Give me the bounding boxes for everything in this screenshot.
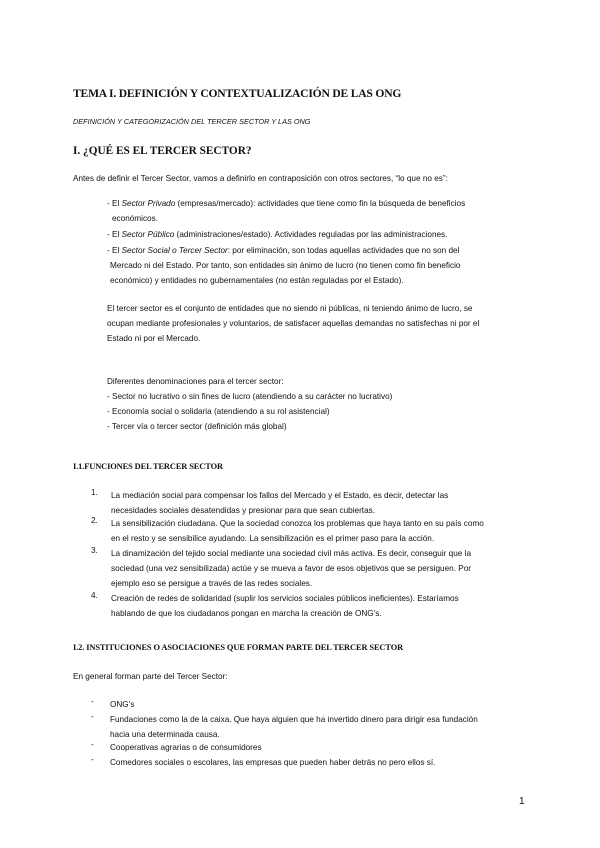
section-heading: I.2. INSTITUCIONES O ASOCIACIONES QUE FORMAN PARTE DEL TERCER SECTOR [73, 643, 404, 652]
text-line: El tercer sector es el conjunto de entidades que no siendo ni públicas, ni teniendo ánimo de lucro, se [107, 304, 473, 313]
list-dash: - [91, 712, 94, 721]
text-line: La mediación social para compensar los fallos del Mercado y el Estado, es decir, detectar las [111, 491, 449, 500]
item-text: económicos. [112, 214, 158, 223]
text-line: La dinamización del tejido social mediante una sociedad civil más activa. Es decir, conseguir que la [111, 549, 471, 558]
text-line: Estado ni por el Mercado. [107, 334, 201, 343]
item-text: económico) y entidades no gubernamentales (no están reguladas por el Estado). [110, 276, 404, 285]
list-item: - Sector no lucrativo o sin fines de lucro (atendiendo a su carácter no lucrativo) [107, 392, 393, 401]
list-item: - Tercer vía o tercer sector (definición más global) [107, 422, 287, 431]
list-item [110, 740, 530, 755]
item-text: (empresas/mercado): actividades que tiene como fin la búsqueda de beneficios [177, 199, 466, 208]
list-item [110, 712, 530, 742]
list-item [110, 697, 530, 712]
text-line: Creación de redes de solidaridad (suplir los servicios sociales públicos ineficientes). Estaríamos [111, 594, 459, 603]
text-line: en el resto y se sensibilice ayudando. La sensibilización es el primer paso para la acción. [111, 534, 435, 543]
text-line: ocupan mediante profesionales y voluntarios, de satisfacer aquellas demandas no satisfechas ni por el [107, 319, 480, 328]
item-text: (administraciones/estado). Actividades reguladas por las administraciones. [176, 230, 448, 239]
list-item [110, 755, 530, 770]
text-line: Comedores sociales o escolares, las empresas que pueden haber detrás no pero ellos sí. [110, 758, 436, 767]
list-number: 3. [91, 546, 98, 555]
text-line: ejemplo eso se persigue a través de las redes sociales. [111, 579, 313, 588]
list-dash: - [91, 697, 94, 706]
text-line: hablando de que los ciudadanos pongan en marcha la creación de ONG’s. [111, 609, 382, 618]
list-item [111, 591, 531, 621]
definition-paragraph [107, 301, 479, 346]
item-prefix: - El [107, 230, 122, 239]
list-item: - Economía social o solidaria (atendiendo a su rol asistencial) [107, 407, 330, 416]
sector-name: Sector Social o Tercer Sector [121, 246, 228, 255]
text-line: Cooperativas agrarias o de consumidores [110, 743, 262, 752]
page-number: 1 [519, 796, 525, 807]
document-subtitle: DEFINICIÓN Y CATEGORIZACIÓN DEL TERCER SECTOR Y LAS ONG [73, 117, 311, 126]
list-dash: - [91, 740, 94, 749]
item-prefix: - El [107, 246, 122, 255]
list-number: 2. [91, 516, 98, 525]
document-title: TEMA I. DEFINICIÓN Y CONTEXTUALIZACIÓN DE LAS ONG [73, 87, 402, 100]
text-line: necesidades sociales desatendidas y presionar para que sean cubiertas. [111, 506, 375, 515]
paragraph: Antes de definir el Tercer Sector, vamos a definirlo en contraposición con otros sectores, “lo que no es”: [73, 174, 448, 183]
sector-item [107, 196, 465, 226]
list-number: 4. [91, 591, 98, 600]
sector-item [107, 243, 460, 288]
item-text: : por eliminación, son todas aquellas actividades que no son del [227, 246, 460, 255]
sector-name: Sector Privado [121, 199, 176, 208]
sector-item [107, 227, 447, 242]
item-prefix: - El [107, 199, 122, 208]
section-heading: I. ¿QUÉ ES EL TERCER SECTOR? [73, 145, 252, 157]
paragraph: En general forman parte del Tercer Sector: [73, 672, 228, 681]
list-item [111, 488, 531, 518]
list-dash: - [91, 755, 94, 764]
denominations-block [107, 374, 392, 434]
section-heading: I.1.FUNCIONES DEL TERCER SECTOR [73, 462, 223, 471]
text-line: hacia una determinada causa. [110, 730, 220, 739]
text-line: La sensibilización ciudadana. Que la sociedad conozca los problemas que haya tanto en su país como [111, 519, 484, 528]
item-text: Mercado ni del Estado. Por tanto, son entidades sin ánimo de lucro (no tienen como fin beneficio [110, 261, 461, 270]
text-line: sociedad (una vez sensibilizada) actúe y se mueva a favor de esos objetivos que se persiguen. Por [111, 564, 472, 573]
text-line: Fundaciones como la de la caixa. Que haya alguien que ha invertido dinero para dirigir esa fundación [110, 715, 478, 724]
list-item [111, 516, 531, 546]
text-line: ONG’s [110, 700, 135, 709]
denominations-title: Diferentes denominaciones para el tercer sector: [107, 377, 284, 386]
sector-name: Sector Público [121, 230, 175, 239]
list-item [111, 546, 531, 591]
list-number: 1. [91, 488, 98, 497]
